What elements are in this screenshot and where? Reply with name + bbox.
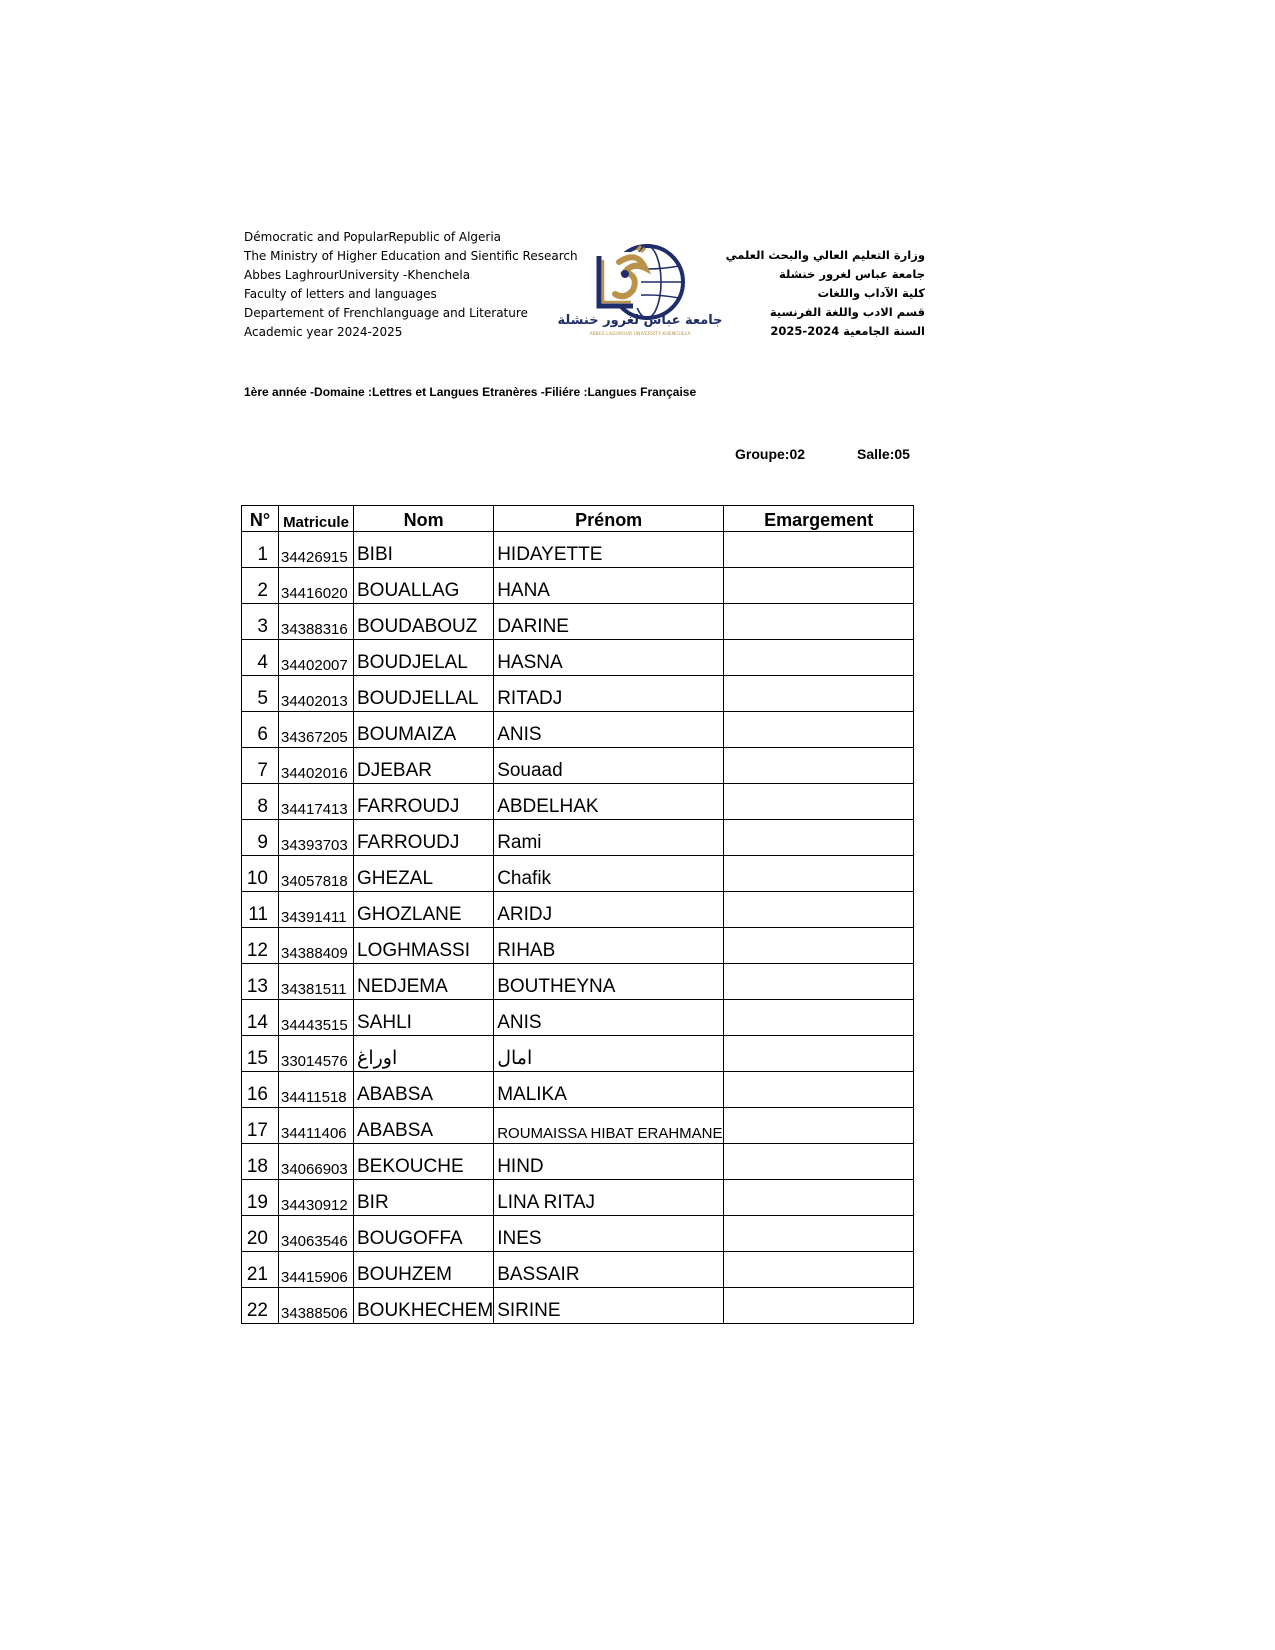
row-number: 19 — [242, 1180, 279, 1216]
table-row — [242, 676, 914, 712]
row-emargement-cell[interactable] — [724, 928, 914, 964]
row-matricule: 34381511 — [279, 964, 354, 1000]
row-nom: SAHLI — [354, 1000, 494, 1036]
row-number: 9 — [242, 820, 279, 856]
row-matricule: 34415906 — [279, 1252, 354, 1288]
row-prenom: ANIS — [494, 712, 724, 748]
row-number: 10 — [242, 856, 279, 892]
col-header-matricule: Matricule — [279, 506, 354, 532]
university-logo-icon — [557, 240, 723, 340]
row-prenom: INES — [494, 1216, 724, 1252]
table-row — [242, 892, 914, 928]
row-number: 14 — [242, 1000, 279, 1036]
room-label: Salle:05 — [857, 446, 910, 462]
row-emargement-cell[interactable] — [724, 748, 914, 784]
row-nom: BIR — [354, 1180, 494, 1216]
svg-text:جامعة عباس لغرور خنشلة: جامعة عباس لغرور خنشلة — [557, 313, 723, 328]
row-nom: BOUDJELLAL — [354, 676, 494, 712]
table-row — [242, 1288, 914, 1324]
row-emargement-cell[interactable] — [724, 1036, 914, 1072]
row-prenom: HANA — [494, 568, 724, 604]
row-number: 17 — [242, 1108, 279, 1144]
row-prenom: Souaad — [494, 748, 724, 784]
row-emargement-cell[interactable] — [724, 1000, 914, 1036]
row-emargement-cell[interactable] — [724, 1216, 914, 1252]
row-matricule: 34430912 — [279, 1180, 354, 1216]
table-row — [242, 856, 914, 892]
row-nom: NEDJEMA — [354, 964, 494, 1000]
row-nom: BOUHZEM — [354, 1252, 494, 1288]
header-left-line: Departement of Frenchlanguage and Literature — [244, 306, 528, 320]
row-matricule: 34393703 — [279, 820, 354, 856]
row-emargement-cell[interactable] — [724, 1180, 914, 1216]
row-matricule: 34388316 — [279, 604, 354, 640]
row-number: 7 — [242, 748, 279, 784]
header-right-line: السنة الجامعية 2024-2025 — [770, 324, 925, 338]
row-prenom: BOUTHEYNA — [494, 964, 724, 1000]
row-number: 20 — [242, 1216, 279, 1252]
row-nom: DJEBAR — [354, 748, 494, 784]
row-prenom: MALIKA — [494, 1072, 724, 1108]
table-row — [242, 532, 914, 568]
row-nom: BOUMAIZA — [354, 712, 494, 748]
row-number: 22 — [242, 1288, 279, 1324]
row-prenom: RIHAB — [494, 928, 724, 964]
row-emargement-cell[interactable] — [724, 1144, 914, 1180]
row-emargement-cell[interactable] — [724, 568, 914, 604]
row-nom: GHOZLANE — [354, 892, 494, 928]
table-row — [242, 928, 914, 964]
row-matricule: 34367205 — [279, 712, 354, 748]
row-emargement-cell[interactable] — [724, 820, 914, 856]
row-matricule: 34402013 — [279, 676, 354, 712]
table-row — [242, 1000, 914, 1036]
row-number: 6 — [242, 712, 279, 748]
row-nom: اوراغ — [354, 1036, 494, 1072]
row-number: 5 — [242, 676, 279, 712]
table-row — [242, 1144, 914, 1180]
table-row — [242, 604, 914, 640]
table-row — [242, 1252, 914, 1288]
row-matricule: 34411406 — [279, 1108, 354, 1144]
row-matricule: 34402007 — [279, 640, 354, 676]
table-row — [242, 1180, 914, 1216]
table-header-row — [242, 506, 914, 532]
row-matricule: 34402016 — [279, 748, 354, 784]
row-nom: BOUDJELAL — [354, 640, 494, 676]
row-emargement-cell[interactable] — [724, 1072, 914, 1108]
row-nom: BOUALLAG — [354, 568, 494, 604]
table-row — [242, 640, 914, 676]
row-emargement-cell[interactable] — [724, 856, 914, 892]
row-prenom: DARINE — [494, 604, 724, 640]
table-row — [242, 1036, 914, 1072]
row-matricule: 34417413 — [279, 784, 354, 820]
row-prenom: HASNA — [494, 640, 724, 676]
row-prenom: ANIS — [494, 1000, 724, 1036]
header-right-arabic — [705, 246, 925, 341]
row-matricule: 34426915 — [279, 532, 354, 568]
row-matricule: 34388506 — [279, 1288, 354, 1324]
program-subtitle: 1ère année -Domaine :Lettres et Langues Etranères -Filiére :Langues Française — [244, 385, 697, 399]
row-nom: BIBI — [354, 532, 494, 568]
row-emargement-cell[interactable] — [724, 892, 914, 928]
header-right-line: كلية الآداب واللغات — [817, 286, 925, 300]
row-number: 15 — [242, 1036, 279, 1072]
table-row — [242, 1072, 914, 1108]
header-left-line: Abbes LaghrourUniversity -Khenchela — [244, 268, 471, 282]
row-prenom: Rami — [494, 820, 724, 856]
header-right-line: قسم الادب واللغة الفرنسية — [769, 305, 925, 319]
row-prenom: SIRINE — [494, 1288, 724, 1324]
col-header-emargement: Emargement — [724, 506, 914, 532]
row-number: 3 — [242, 604, 279, 640]
university-logo — [557, 240, 723, 340]
row-emargement-cell[interactable] — [724, 604, 914, 640]
header-left-line: Démocratic and PopularRepublic of Algeria — [244, 230, 502, 244]
header-left-line: Faculty of letters and languages — [244, 287, 437, 301]
row-matricule: 34063546 — [279, 1216, 354, 1252]
table-row — [242, 568, 914, 604]
row-nom: BOUKHECHEM — [354, 1288, 494, 1324]
row-emargement-cell[interactable] — [724, 532, 914, 568]
row-number: 18 — [242, 1144, 279, 1180]
row-matricule: 34416020 — [279, 568, 354, 604]
row-prenom: Chafik — [494, 856, 724, 892]
table-body — [242, 532, 914, 1324]
row-number: 21 — [242, 1252, 279, 1288]
row-prenom: RITADJ — [494, 676, 724, 712]
row-nom: BOUDABOUZ — [354, 604, 494, 640]
table-row — [242, 712, 914, 748]
row-nom: ABABSA — [354, 1072, 494, 1108]
row-matricule: 34411518 — [279, 1072, 354, 1108]
row-nom: BOUGOFFA — [354, 1216, 494, 1252]
col-header-number: N° — [242, 506, 279, 532]
row-emargement-cell[interactable] — [724, 964, 914, 1000]
header-left — [244, 228, 578, 342]
row-emargement-cell[interactable] — [724, 1108, 914, 1144]
row-nom: FARROUDJ — [354, 820, 494, 856]
header-left-line: Academic year 2024-2025 — [244, 325, 403, 339]
header-right-line: جامعة عباس لغرور خنشلة — [778, 267, 925, 281]
row-prenom: ARIDJ — [494, 892, 724, 928]
row-emargement-cell[interactable] — [724, 676, 914, 712]
row-matricule: 34443515 — [279, 1000, 354, 1036]
col-header-prenom: Prénom — [494, 506, 724, 532]
table-row — [242, 820, 914, 856]
row-matricule: 34391411 — [279, 892, 354, 928]
table-row — [242, 1108, 914, 1144]
group-label: Groupe:02 — [735, 446, 806, 462]
row-prenom: BASSAIR — [494, 1252, 724, 1288]
row-number: 13 — [242, 964, 279, 1000]
row-prenom: LINA RITAJ — [494, 1180, 724, 1216]
row-matricule: 34057818 — [279, 856, 354, 892]
row-nom: LOGHMASSI — [354, 928, 494, 964]
header-right-line: وزارة التعليم العالي والبحث العلمي — [725, 248, 925, 262]
row-number: 11 — [242, 892, 279, 928]
row-number: 1 — [242, 532, 279, 568]
row-emargement-cell[interactable] — [724, 712, 914, 748]
table-row — [242, 964, 914, 1000]
svg-text:ABBES LAGHROUR UNIVERSITY KHEN: ABBES LAGHROUR UNIVERSITY KHENCHELA — [589, 332, 691, 337]
row-matricule: 33014576 — [279, 1036, 354, 1072]
row-emargement-cell[interactable] — [724, 640, 914, 676]
table-row — [242, 748, 914, 784]
row-number: 8 — [242, 784, 279, 820]
row-prenom: امال — [494, 1036, 724, 1072]
row-prenom: ROUMAISSA HIBAT ERAHMANE — [494, 1108, 724, 1144]
row-emargement-cell[interactable] — [724, 784, 914, 820]
row-matricule: 34388409 — [279, 928, 354, 964]
header-left-line: The Ministry of Higher Education and Sientific Research — [244, 249, 578, 263]
table-row — [242, 1216, 914, 1252]
row-nom: ABABSA — [354, 1108, 494, 1144]
row-nom: GHEZAL — [354, 856, 494, 892]
col-header-nom: Nom — [354, 506, 494, 532]
row-nom: BEKOUCHE — [354, 1144, 494, 1180]
attendance-table — [241, 505, 914, 1324]
row-number: 2 — [242, 568, 279, 604]
row-number: 4 — [242, 640, 279, 676]
row-prenom: HIDAYETTE — [494, 532, 724, 568]
row-number: 16 — [242, 1072, 279, 1108]
table-row — [242, 784, 914, 820]
row-number: 12 — [242, 928, 279, 964]
row-nom: FARROUDJ — [354, 784, 494, 820]
row-prenom: HIND — [494, 1144, 724, 1180]
row-prenom: ABDELHAK — [494, 784, 724, 820]
row-matricule: 34066903 — [279, 1144, 354, 1180]
row-emargement-cell[interactable] — [724, 1252, 914, 1288]
row-emargement-cell[interactable] — [724, 1288, 914, 1324]
